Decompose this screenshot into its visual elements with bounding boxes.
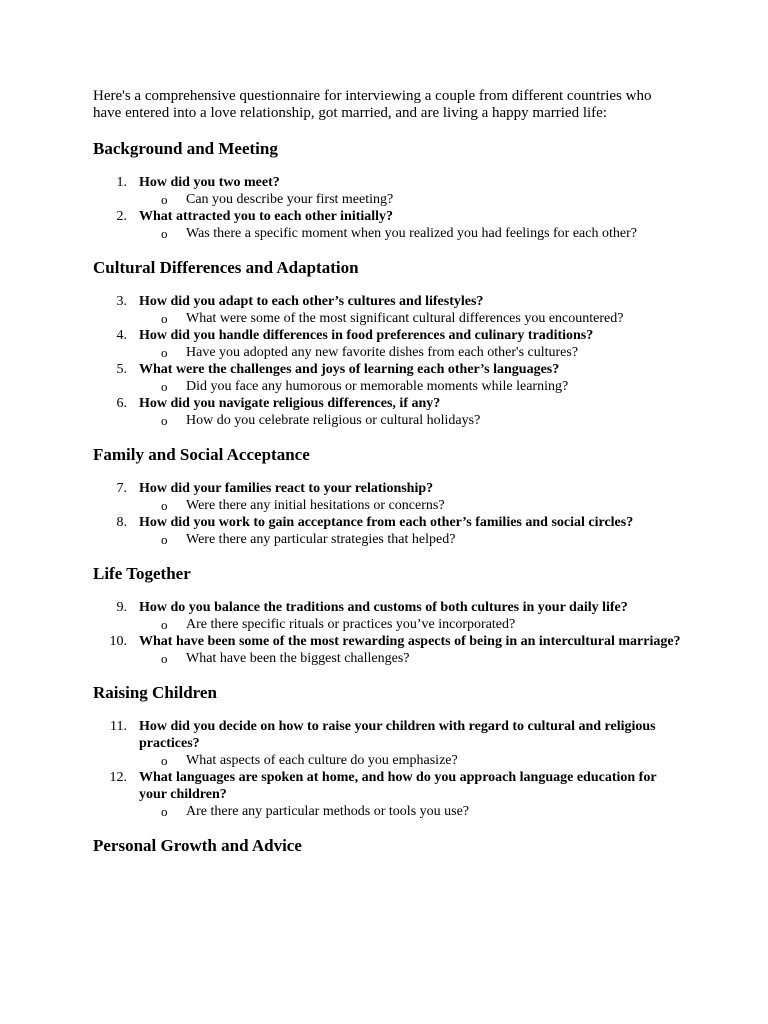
section	[93, 683, 683, 820]
question-text: How did you decide on how to raise your children with regard to cultural and religious practices?	[139, 719, 656, 751]
sub-question-text: Are there specific rituals or practices you’ve incorporated?	[186, 617, 516, 632]
question-item	[93, 633, 683, 667]
sub-bullet-icon: o	[161, 192, 168, 207]
sub-question-text: Were there any initial hesitations or concerns?	[186, 498, 445, 513]
sub-bullet-icon: o	[161, 498, 168, 513]
question-item	[93, 361, 683, 395]
question-list	[93, 718, 683, 820]
question-number: 9.	[116, 600, 127, 615]
section-title: Family and Social Acceptance	[93, 445, 310, 464]
sub-bullet-icon: o	[161, 753, 168, 768]
section	[93, 139, 683, 242]
section	[93, 258, 683, 429]
question-item	[93, 514, 683, 548]
sub-bullet-icon: o	[161, 804, 168, 819]
sub-question-text: Are there any particular methods or tools you use?	[186, 804, 470, 819]
question-item	[93, 480, 683, 514]
sub-question	[139, 412, 683, 429]
sub-question	[139, 225, 683, 242]
question-number: 2.	[116, 209, 127, 224]
sub-bullet-icon: o	[161, 617, 168, 632]
intro-paragraph: Here's a comprehensive questionnaire for interviewing a couple from different countries who have entered into a love relationship, got married, and are living a happy married life:	[93, 88, 652, 121]
sub-question	[139, 497, 683, 514]
question-list	[93, 174, 683, 242]
question-text: How did you adapt to each other’s cultures and lifestyles?	[139, 294, 484, 309]
section-title: Life Together	[93, 564, 191, 583]
question-item	[93, 208, 683, 242]
question-number: 7.	[116, 481, 127, 496]
question-text: How did you two meet?	[139, 175, 280, 190]
section	[93, 564, 683, 667]
question-item	[93, 769, 683, 820]
question-item	[93, 293, 683, 327]
question-number: 3.	[116, 294, 127, 309]
question-number: 8.	[116, 515, 127, 530]
question-number: 11.	[110, 719, 127, 734]
section-title: Raising Children	[93, 683, 217, 702]
sub-question-text: What were some of the most significant cultural differences you encountered?	[186, 311, 624, 326]
document-page	[93, 88, 683, 871]
section-title: Background and Meeting	[93, 139, 278, 158]
question-number: 4.	[116, 328, 127, 343]
sub-question-text: What aspects of each culture do you emphasize?	[186, 753, 458, 768]
section	[93, 836, 683, 856]
sub-bullet-icon: o	[161, 311, 168, 326]
question-list	[93, 480, 683, 548]
question-list	[93, 599, 683, 667]
sub-bullet-icon: o	[161, 532, 168, 547]
question-text: How did you handle differences in food preferences and culinary traditions?	[139, 328, 594, 343]
sub-question	[139, 531, 683, 548]
sub-question	[139, 191, 683, 208]
section	[93, 445, 683, 548]
sections-container	[93, 139, 683, 856]
sub-question-text: What have been the biggest challenges?	[186, 651, 410, 666]
sub-question	[139, 310, 683, 327]
sub-bullet-icon: o	[161, 379, 168, 394]
section-title: Cultural Differences and Adaptation	[93, 258, 359, 277]
question-text: What were the challenges and joys of learning each other’s languages?	[139, 362, 560, 377]
sub-question-text: How do you celebrate religious or cultural holidays?	[186, 413, 481, 428]
sub-bullet-icon: o	[161, 651, 168, 666]
sub-question	[139, 803, 683, 820]
question-number: 5.	[116, 362, 127, 377]
sub-question-text: Can you describe your first meeting?	[186, 192, 394, 207]
question-item	[93, 599, 683, 633]
question-number: 12.	[109, 770, 127, 785]
question-text: How did you navigate religious differences, if any?	[139, 396, 441, 411]
question-text: What languages are spoken at home, and how do you approach language education for your children?	[139, 770, 657, 802]
question-text: What attracted you to each other initially?	[139, 209, 394, 224]
sub-bullet-icon: o	[161, 413, 168, 428]
question-item	[93, 327, 683, 361]
sub-question-text: Were there any particular strategies that helped?	[186, 532, 456, 547]
sub-question	[139, 344, 683, 361]
question-list	[93, 293, 683, 429]
question-item	[93, 174, 683, 208]
question-number: 10.	[109, 634, 127, 649]
sub-question-text: Did you face any humorous or memorable moments while learning?	[186, 379, 569, 394]
sub-question-text: Was there a specific moment when you realized you had feelings for each other?	[186, 226, 637, 241]
question-number: 6.	[116, 396, 127, 411]
sub-bullet-icon: o	[161, 226, 168, 241]
sub-question	[139, 752, 683, 769]
section-title: Personal Growth and Advice	[93, 836, 302, 855]
question-text: What have been some of the most rewarding aspects of being in an intercultural marriage?	[139, 634, 681, 649]
question-text: How did your families react to your relationship?	[139, 481, 434, 496]
question-item	[93, 718, 683, 769]
sub-question	[139, 616, 683, 633]
sub-question-text: Have you adopted any new favorite dishes from each other's cultures?	[186, 345, 579, 360]
sub-bullet-icon: o	[161, 345, 168, 360]
question-text: How did you work to gain acceptance from each other’s families and social circles?	[139, 515, 634, 530]
question-number: 1.	[116, 175, 127, 190]
question-item	[93, 395, 683, 429]
question-text: How do you balance the traditions and customs of both cultures in your daily life?	[139, 600, 628, 615]
sub-question	[139, 378, 683, 395]
sub-question	[139, 650, 683, 667]
